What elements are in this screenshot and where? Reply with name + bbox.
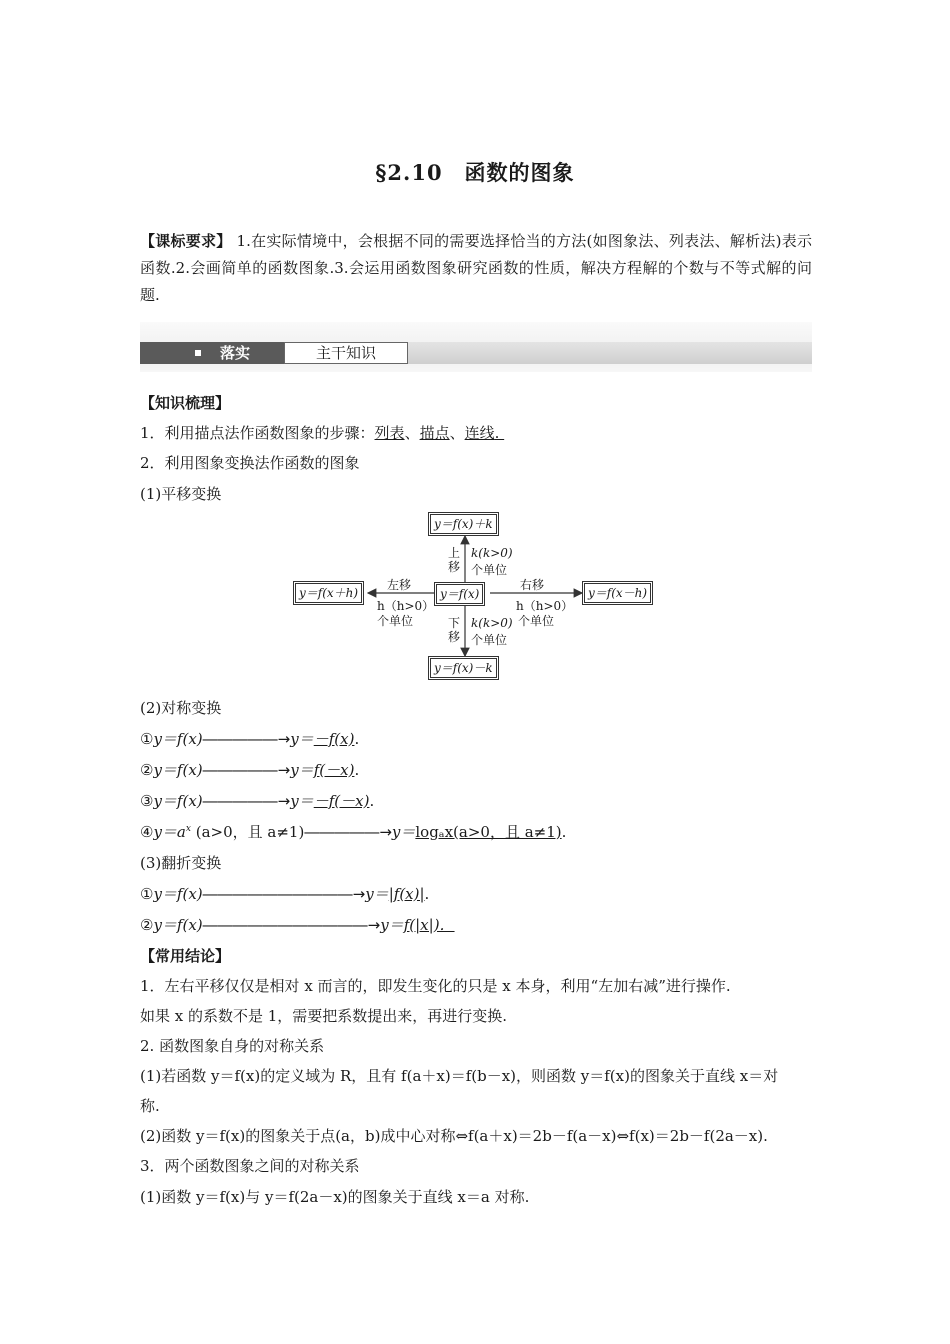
conclusion-3: 3．两个函数图象之间的对称关系 (140, 1157, 360, 1175)
sym-row-3: ③y＝f(x)―――――→y＝－f(－x). (140, 792, 375, 810)
flip-row-2: ②y＝f(x)―――――――――――→y＝f(|x|)． (140, 916, 455, 934)
conclusion-1a: 1．左右平移仅仅是相对 x 而言的，即发生变化的只是 x 本身，利用“左加右减”进行操作. (140, 977, 731, 995)
step-1: 列表 (374, 424, 405, 442)
label-right-unit: 个单位 (518, 614, 555, 628)
translation-diagram (290, 508, 660, 688)
flip-row-1: ①y＝f(x)――――――――――→y＝|f(x)|. (140, 885, 430, 903)
banner-light-label: 主干知识 (284, 342, 408, 364)
requirements-label: 【课标要求】 (140, 232, 232, 250)
label-up: 上移 (448, 546, 461, 574)
banner-dark-tab (140, 342, 284, 364)
conclusion-1b: 如果 x 的系数不是 1，需要把系数提出来，再进行变换. (140, 1007, 508, 1025)
label-down-unit: 个单位 (471, 633, 508, 647)
requirements (140, 228, 812, 309)
knowledge-heading: 【知识梳理】 (140, 394, 231, 412)
box-left: y＝f(x＋h) (293, 581, 364, 605)
sym-row-2: ②y＝f(x)―――――→y＝f(－x). (140, 761, 360, 779)
label-right: 右移 (520, 578, 545, 592)
knowledge-item-2: 2．利用图象变换法作函数的图象 (140, 454, 360, 472)
item1-prefix: 1．利用描点法作函数图象的步骤： (140, 424, 375, 442)
label-up-unit: 个单位 (471, 563, 508, 577)
sub-heading-symmetry: (2)对称变换 (140, 699, 222, 717)
requirements-text: 1.在实际情境中，会根据不同的需要选择恰当的方法(如图象法、列表法、解析法)表示函数.2.会画简单的函数图象.3.会运用函数图象研究函数的性质，解决方程解的个数与不等式解的问题. (140, 232, 812, 304)
sub-heading-flip: (3)翻折变换 (140, 854, 222, 872)
box-right: y＝f(x－h) (582, 581, 653, 605)
box-top: y＝f(x)＋k (428, 512, 499, 536)
label-right-amount: h（h>0） (516, 599, 574, 613)
square-icon (195, 350, 201, 356)
conclusion-2: 2. 函数图象自身的对称关系 (140, 1037, 325, 1055)
label-left-amount: h（h>0） (377, 599, 435, 613)
step-2: 描点 (419, 424, 450, 442)
page-title: §2.10 函数的图象 (375, 160, 575, 185)
label-left-unit: 个单位 (377, 614, 414, 628)
label-up-amount: k(k>0) (471, 546, 513, 560)
sym-row-1: ①y＝f(x)―――――→y＝－f(x). (140, 730, 360, 748)
banner-dark-label: 落实 (220, 344, 251, 362)
sub-heading-translation: (1)平移变换 (140, 485, 222, 503)
knowledge-item-1: 1．利用描点法作函数图象的步骤：列表、描点、连线. (140, 424, 505, 442)
box-center: y＝f(x) (434, 582, 485, 606)
label-left: 左移 (387, 578, 412, 592)
conclusion-2a-line2: 称. (140, 1097, 160, 1115)
box-bottom: y＝f(x)－k (428, 656, 499, 680)
label-down-amount: k(k>0) (471, 616, 513, 630)
conclusions-heading: 【常用结论】 (140, 947, 231, 965)
conclusion-2a-line1: (1)若函数 y＝f(x)的定义域为 R，且有 f(a＋x)＝f(b－x)，则函数 y＝f(x)的图象关于直线 x＝对 (140, 1067, 779, 1085)
section-banner (140, 322, 812, 372)
conclusion-2b: (2)函数 y＝f(x)的图象关于点(a，b)成中心对称⇔f(a＋x)＝2b－f(a－x)⇔f(x)＝2b－f(2a－x). (140, 1127, 768, 1145)
step-3: 连线 (464, 424, 495, 442)
conclusion-3a: (1)函数 y＝f(x)与 y＝f(2a－x)的图象关于直线 x＝a 对称. (140, 1188, 530, 1206)
label-down: 下移 (448, 616, 461, 644)
sym-row-4: $④y=a^x$ (a>0，且 a≠1)―――――→y＝logₐx(a>0，且 a≠1). (140, 823, 567, 841)
